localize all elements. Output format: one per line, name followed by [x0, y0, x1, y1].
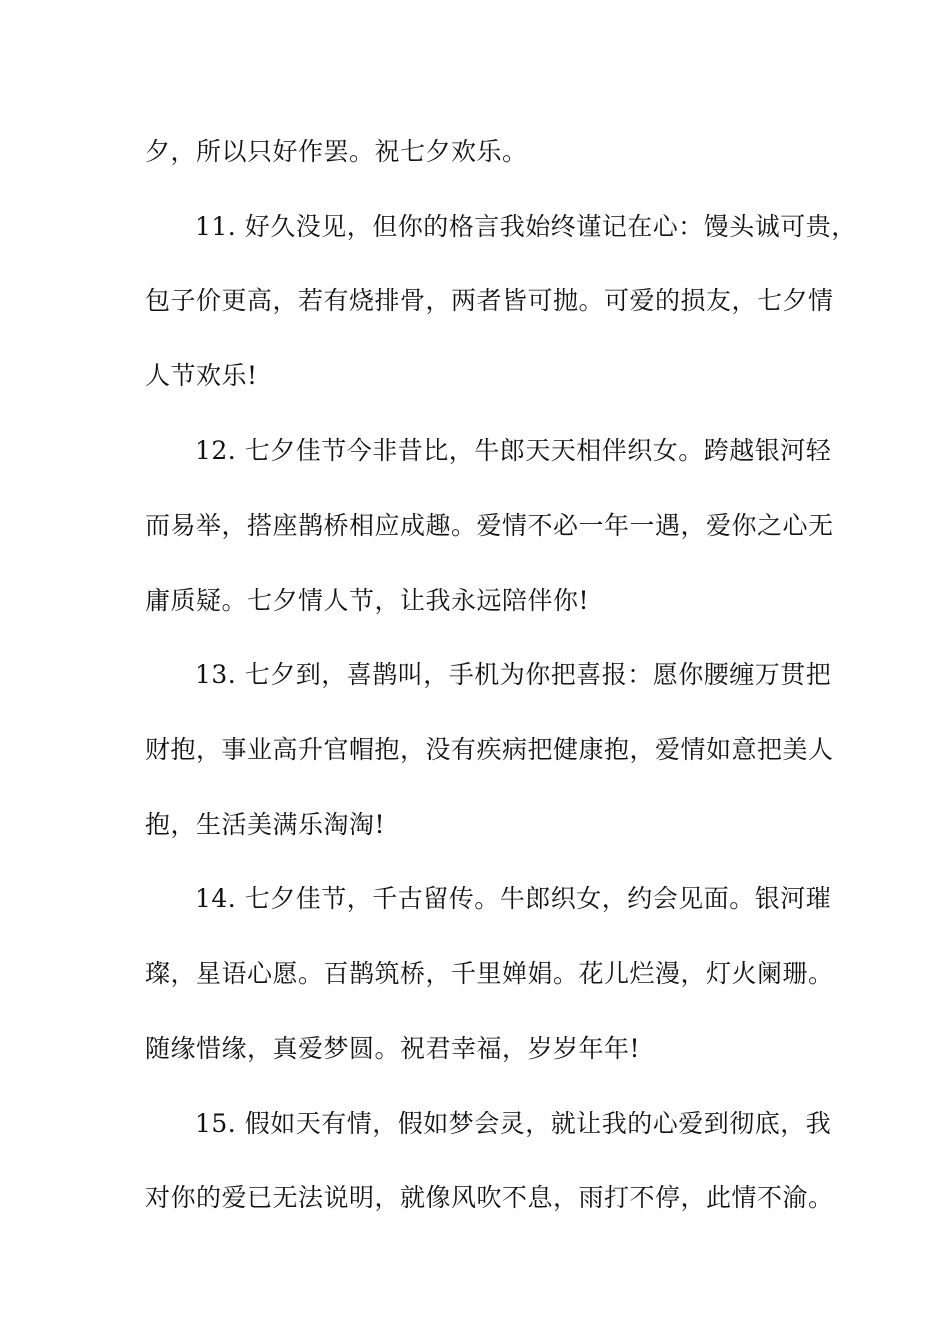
item-15-line-1: 15. 假如天有情，假如梦会灵，就让我的心爱到彻底，我 [195, 1109, 832, 1138]
item-13-line-2: 财抱，事业高升官帽抱，没有疾病把健康抱，爱情如意把美人 [145, 735, 834, 764]
item-14-line-1: 14. 七夕佳节，千古留传。牛郎织女，约会见面。银河璀 [195, 884, 832, 913]
item-12-line-1: 12. 七夕佳节今非昔比，牛郎天天相伴织女。跨越银河轻 [195, 436, 832, 465]
item-11-line-3: 人节欢乐! [145, 361, 258, 390]
item-11-line-1: 11. 好久没见，但你的格言我始终谨记在心：馒头诚可贵， [195, 212, 857, 241]
text-line: 夕，所以只好作罢。祝七夕欢乐。 [145, 137, 528, 166]
item-13-line-1: 13. 七夕到，喜鹊叫，手机为你把喜报：愿你腰缠万贯把 [195, 660, 832, 689]
item-13-line-3: 抱，生活美满乐淘淘! [145, 810, 386, 839]
item-12-line-3: 庸质疑。七夕情人节，让我永远陪伴你! [145, 586, 590, 615]
item-14-line-3: 随缘惜缘，真爱梦圆。祝君幸福，岁岁年年! [145, 1034, 641, 1063]
item-15-line-2: 对你的爱已无法说明，就像风吹不息，雨打不停，此情不渝。 [145, 1183, 834, 1212]
item-14-line-2: 璨，星语心愿。百鹊筑桥，千里婵娟。花儿烂漫，灯火阑珊。 [145, 959, 834, 988]
item-11-line-2: 包子价更高，若有烧排骨，两者皆可抛。可爱的损友，七夕情 [145, 286, 834, 315]
item-12-line-2: 而易举，搭座鹊桥相应成趣。爱情不必一年一遇，爱你之心无 [145, 511, 834, 540]
